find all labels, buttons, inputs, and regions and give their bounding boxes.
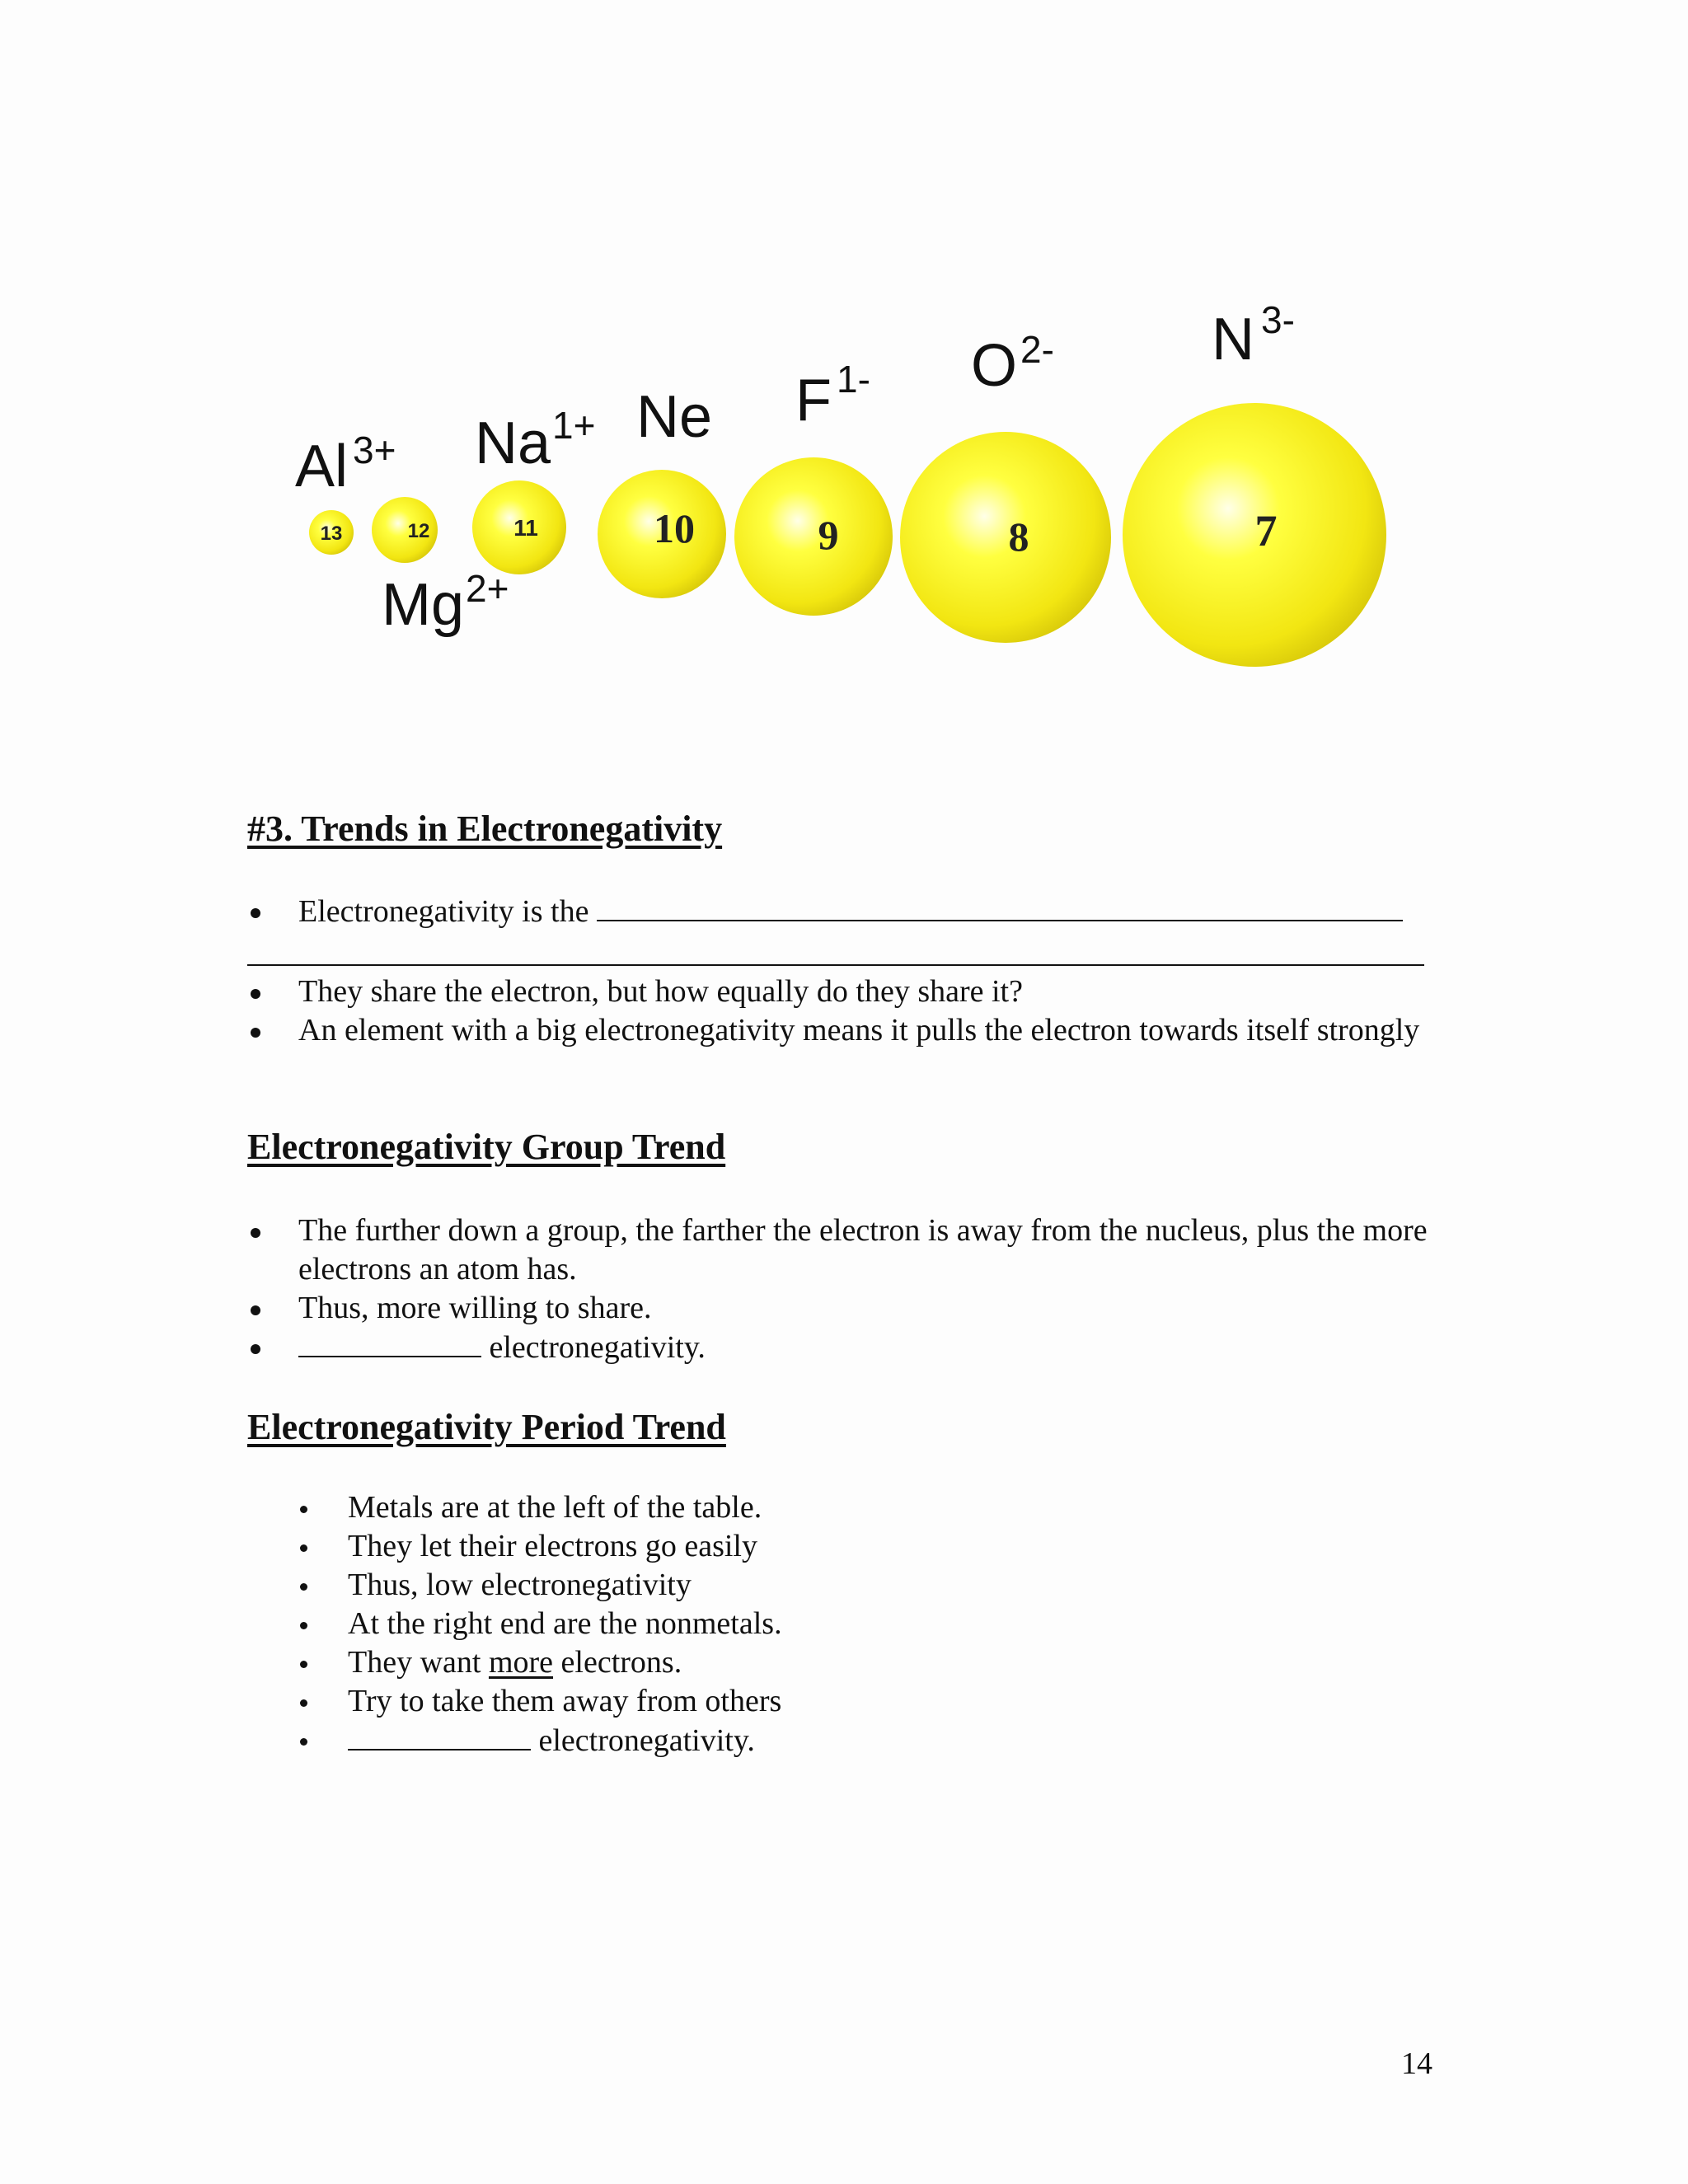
list-item: Thus, more willing to share.	[247, 1289, 1434, 1328]
answer-suffix: electronegativity.	[538, 1723, 755, 1758]
definition-bullet-list	[247, 892, 1434, 931]
ion-o	[900, 328, 1111, 643]
ion-n	[1123, 298, 1386, 667]
section-heading-electronegativity: #3. Trends in Electronegativity	[247, 808, 723, 849]
fill-in-blank-continuation[interactable]	[247, 964, 1424, 966]
list-item: At the right end are the nonmetals.	[247, 1605, 1434, 1643]
list-item: Metals are at the left of the table.	[247, 1488, 1434, 1527]
period-trend-bullet-list	[247, 1488, 1434, 1760]
group-trend-bullet-list	[247, 1212, 1434, 1367]
list-item: The further down a group, the farther the electron is away from the nucleus, plus the more electrons an atom has.	[247, 1212, 1434, 1289]
list-item: An element with a big electronegativity means it pulls the electron towards itself strongly	[247, 1011, 1434, 1050]
list-item: Thus, low electronegativity	[247, 1566, 1434, 1605]
sphere-o	[900, 432, 1111, 643]
list-item	[247, 1643, 1434, 1682]
ion-charge-f: 1-	[837, 358, 870, 401]
item-suffix: electrons.	[560, 1645, 682, 1680]
ion-symbol-o: O	[971, 333, 1018, 399]
ion-symbol-na: Na	[475, 410, 551, 476]
ion-symbol-ne: Ne	[636, 384, 713, 450]
list-item: They let their electrons go easily	[247, 1527, 1434, 1566]
definition-prefix: Electronegativity is the	[298, 894, 589, 929]
ion-symbol-n: N	[1212, 307, 1254, 373]
ion-charge-n: 3-	[1261, 298, 1295, 341]
ion-symbol-f: F	[795, 368, 832, 434]
ion-charge-mg: 2+	[466, 567, 509, 610]
ion-f	[734, 358, 893, 616]
atomic-number-al: 13	[320, 523, 343, 545]
section-heading-group-trend: Electronegativity Group Trend	[247, 1127, 726, 1167]
fill-in-blank[interactable]	[298, 1328, 481, 1357]
list-item	[247, 1328, 1434, 1367]
atomic-number-ne: 10	[654, 505, 695, 551]
list-item	[247, 1721, 1434, 1760]
emphasized-word: more	[488, 1645, 554, 1680]
ion-charge-na: 1+	[552, 404, 596, 447]
ion-ne	[598, 384, 726, 598]
ion-charge-al: 3+	[353, 429, 396, 471]
sharing-bullet-list	[247, 972, 1434, 1050]
item-prefix: They want	[348, 1645, 481, 1680]
atomic-number-o: 8	[1008, 513, 1029, 560]
ion-symbol-al: Al	[295, 434, 349, 499]
atomic-number-n: 7	[1254, 506, 1278, 555]
ion-size-figure	[280, 280, 1426, 709]
list-item: Try to take them away from others	[247, 1682, 1434, 1721]
ion-na	[472, 404, 595, 574]
page-number: 14	[1401, 2046, 1432, 2081]
atomic-number-mg: 12	[407, 520, 430, 542]
list-item: They share the electron, but how equally do they share it?	[247, 972, 1434, 1011]
list-item	[247, 892, 1434, 931]
section-heading-period-trend: Electronegativity Period Trend	[247, 1407, 726, 1447]
fill-in-blank[interactable]	[348, 1721, 531, 1750]
atomic-number-f: 9	[818, 512, 839, 558]
sphere-f	[734, 457, 893, 616]
answer-suffix: electronegativity.	[489, 1330, 706, 1365]
fill-in-blank[interactable]	[597, 892, 1403, 921]
ion-symbol-mg: Mg	[382, 572, 465, 638]
ion-charge-o: 2-	[1020, 328, 1054, 371]
atomic-number-na: 11	[513, 515, 538, 541]
